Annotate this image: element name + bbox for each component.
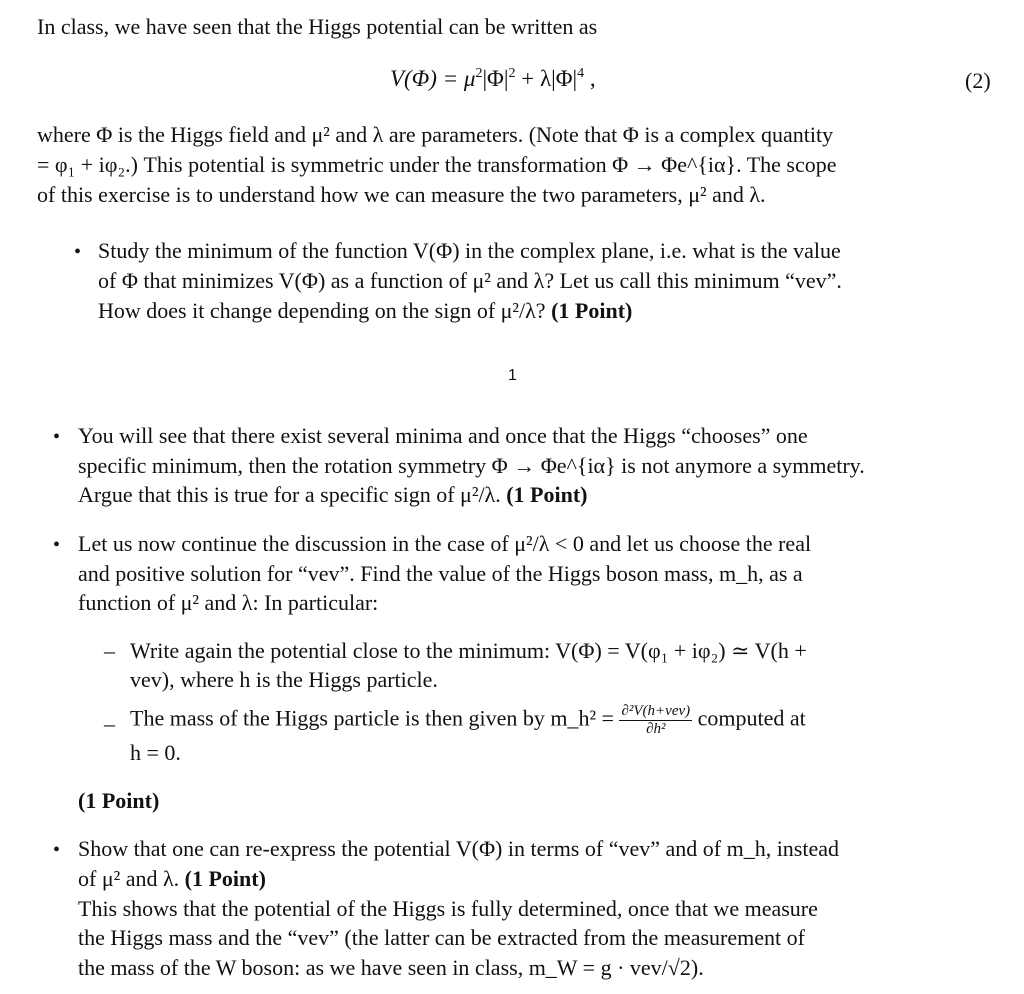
higgs-potential-equation: $V(\Phi) = \mu^2|\Phi|^2 + \lambda|\Phi|^4$ , xyxy=(390,66,596,91)
bullet-4-line-2: of μ² and λ. (1 Point) xyxy=(78,866,266,891)
bullet-2-line-1: You will see that there exist several minima and once that the Higgs “chooses” one xyxy=(78,423,808,448)
sub-item-1-line-2: vev), where h is the Higgs particle. xyxy=(130,667,438,692)
sub-item-1-line-1: Write again the potential close to the minimum: V(Φ) = V(φ₁ + iφ₂) ≃ V(h + xyxy=(130,638,807,663)
paragraph-line-3: of this exercise is to understand how we can measure the two parameters, μ² and λ. xyxy=(37,182,766,207)
bullet-3-line-2: and positive solution for “vev”. Find the value of the Higgs boson mass, m_h, as a xyxy=(78,561,803,586)
dash-2: – xyxy=(104,711,115,736)
paragraph-line-2: = φ₁ + iφ₂.) This potential is symmetric under the transformation Φ → Φe^{iα}. The scope xyxy=(37,152,837,177)
bullet-4-line-4: the Higgs mass and the “vev” (the latter can be extracted from the measurement of xyxy=(78,925,805,950)
sub-item-2-line-1: The mass of the Higgs particle is then given by m_h² = $\frac{\text{∂²V(h+vev)}}{\text{∂h²}}$ computed at xyxy=(130,703,806,737)
bullet-4-line-5: the mass of the W boson: as we have seen in class, m_W = g · vev/√2). xyxy=(78,955,704,980)
second-derivative-fraction: $\frac{\text{∂²V(h+vev)}}{\text{∂h²}}$ xyxy=(621,703,691,737)
page-number: 1 xyxy=(508,367,517,384)
sub-item-2-line-2: h = 0. xyxy=(130,740,181,765)
bullet-1-line-2: of Φ that minimizes V(Φ) as a function of μ² and λ? Let us call this minimum “vev”. xyxy=(98,268,842,293)
bullet-1-line-3: How does it change depending on the sign of μ²/λ? (1 Point) xyxy=(98,298,633,323)
intro-text: In class, we have seen that the Higgs potential can be written as xyxy=(37,14,598,39)
bullet-1-line-1: Study the minimum of the function V(Φ) in the complex plane, i.e. what is the value xyxy=(98,238,841,263)
bullet-4-line-1: Show that one can re-express the potential V(Φ) in terms of “vev” and of m_h, instead xyxy=(78,836,840,861)
bullet-2-line-2: specific minimum, then the rotation symmetry Φ → Φe^{iα} is not anymore a symmetry. xyxy=(78,453,865,478)
equation-number: (2) xyxy=(965,68,991,93)
bullet-4-line-3: This shows that the potential of the Higgs is fully determined, once that we measure xyxy=(78,896,818,921)
dash-1: – xyxy=(104,638,115,663)
bullet-3-line-3: function of μ² and λ: In particular: xyxy=(78,590,379,615)
bullet-2-line-3: Argue that this is true for a specific sign of μ²/λ. (1 Point) xyxy=(78,482,588,507)
bullet-3-line-1: Let us now continue the discussion in the case of μ²/λ < 0 and let us choose the real xyxy=(78,531,812,556)
bullet-3-points: (1 Point) xyxy=(78,788,160,813)
paragraph-line-1: where Φ is the Higgs field and μ² and λ are parameters. (Note that Φ is a complex quantity xyxy=(37,122,834,147)
